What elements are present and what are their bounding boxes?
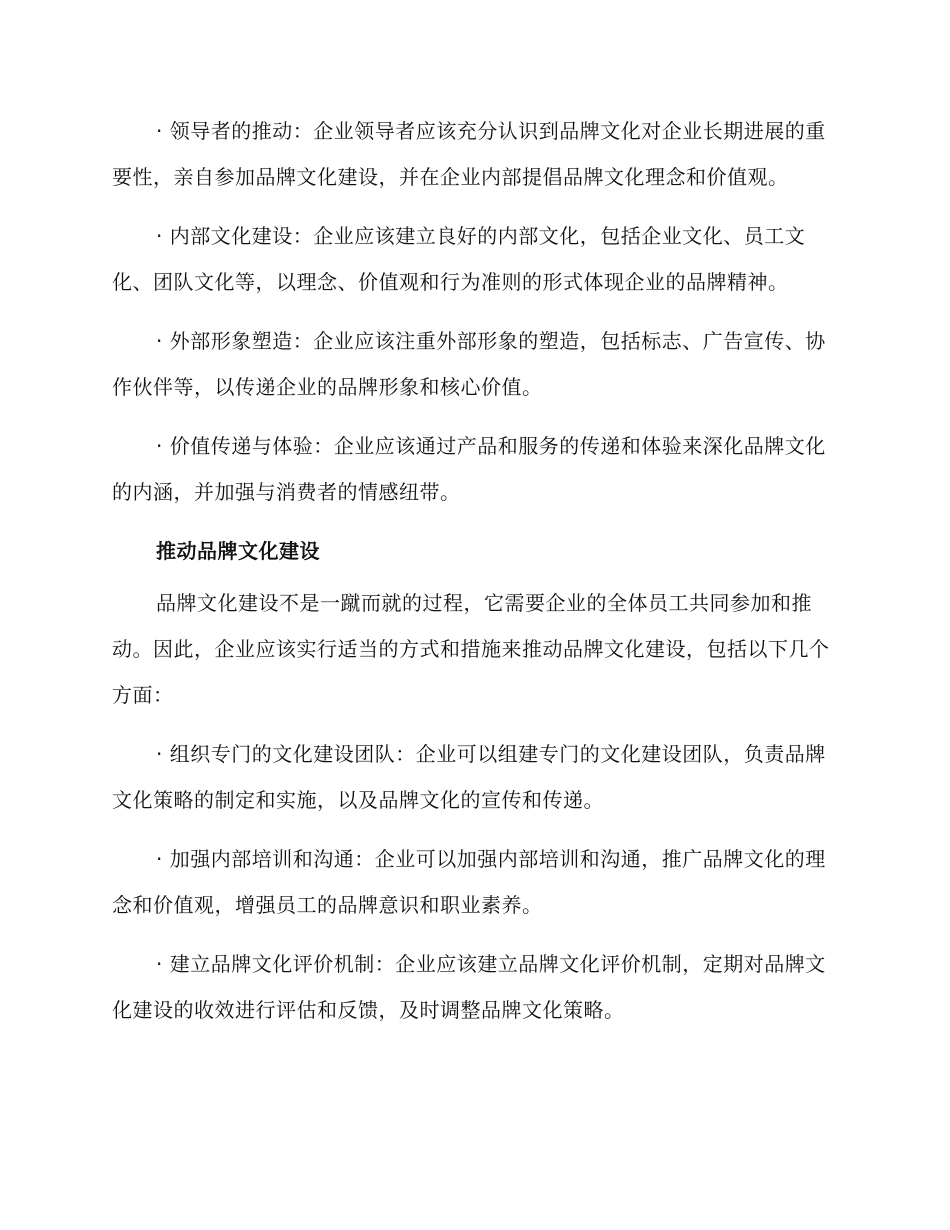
bullet-value-delivery: · 价值传递与体验：企业应该通过产品和服务的传递和体验来深化品牌文化的内涵，并加强与消费者的情感纽带。 <box>112 434 826 504</box>
bullet-leader-push: · 领导者的推动：企业领导者应该充分认识到品牌文化对企业长期进展的重要性，亲自参加品牌文化建设，并在企业内部提倡品牌文化理念和价值观。 <box>112 119 826 189</box>
intro-paragraph: 品牌文化建设不是一蹴而就的过程，它需要企业的全体员工共同参加和推动。因此，企业应该实行适当的方式和措施来推动品牌文化建设，包括以下几个方面： <box>112 591 830 707</box>
bullet-evaluation-mechanism: · 建立品牌文化评价机制：企业应该建立品牌文化评价机制，定期对品牌文化建设的收效进行评估和反馈，及时调整品牌文化策略。 <box>112 952 826 1022</box>
bullet-training-communication: · 加强内部培训和沟通：企业可以加强内部培训和沟通，推广品牌文化的理念和价值观，增强员工的品牌意识和职业素养。 <box>112 847 826 917</box>
bullet-internal-culture: · 内部文化建设：企业应该建立良好的内部文化，包括企业文化、员工文化、团队文化等，以理念、价值观和行为准则的形式体现企业的品牌精神。 <box>112 224 806 294</box>
bullet-external-image: · 外部形象塑造：企业应该注重外部形象的塑造，包括标志、广告宣传、协作伙伴等，以传递企业的品牌形象和核心价值。 <box>112 329 826 399</box>
section-heading: 推动品牌文化建设 <box>156 539 320 563</box>
bullet-culture-team: · 组织专门的文化建设团队：企业可以组建专门的文化建设团队，负责品牌文化策略的制定和实施，以及品牌文化的宣传和传递。 <box>112 742 826 812</box>
document-body <box>112 108 832 1046</box>
